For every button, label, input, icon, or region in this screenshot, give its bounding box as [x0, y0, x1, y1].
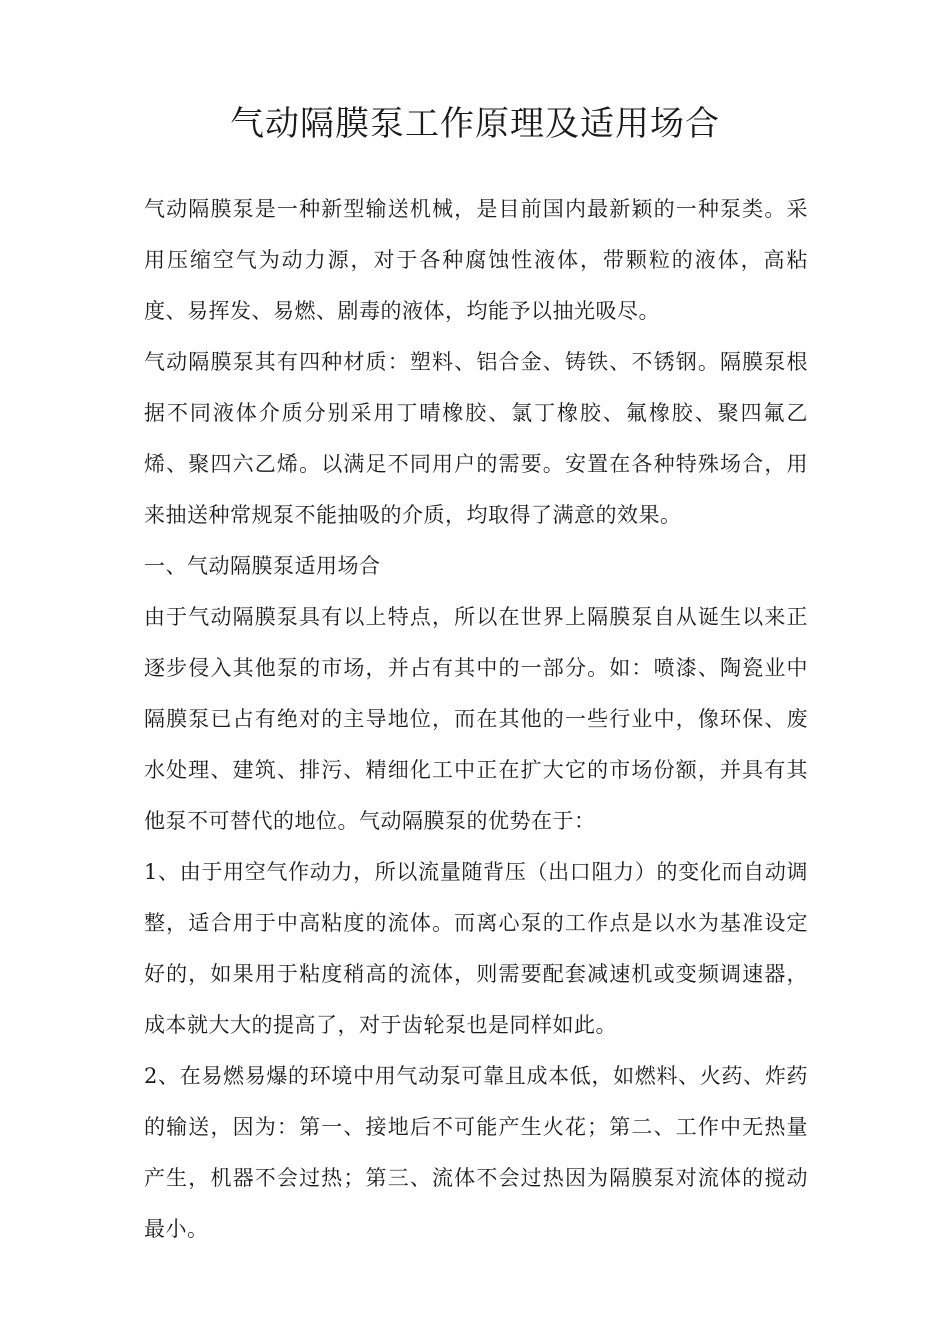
paragraph-applications: 由于气动隔膜泵具有以上特点，所以在世界上隔膜泵自从诞生以来正逐步侵入其他泵的市场，并占有其中的一部分。如：喷漆、陶瓷业中隔膜泵已占有绝对的主导地位，而在其他的一些行业中，像环保、废水处理、建筑、排污、精细化工中正在扩大它的市场份额，并具有其他泵不可替代的地位。气动隔膜泵的优势在于： — [144, 605, 808, 833]
document-body — [144, 184, 808, 1255]
paragraph-intro: 气动隔膜泵是一种新型输送机械，是目前国内最新颖的一种泵类。采用压缩空气为动力源，对于各种腐蚀性液体，带颗粒的液体，高粘度、易挥发、易燃、剧毒的液体，均能予以抽光吸尽。 — [144, 197, 808, 323]
section-heading-applications: 一、气动隔膜泵适用场合 — [144, 554, 381, 578]
paragraph-materials: 气动隔膜泵其有四种材质：塑料、铝合金、铸铁、不锈钢。隔膜泵根据不同液体介质分别采用丁晴橡胶、氯丁橡胶、氟橡胶、聚四氟乙烯、聚四六乙烯。以满足不同用户的需要。安置在各种特殊场合，用来抽送种常规泵不能抽吸的介质，均取得了满意的效果。 — [144, 350, 808, 527]
paragraph-advantage-2: 2、在易燃易爆的环境中用气动泵可靠且成本低，如燃料、火药、炸药的输送，因为：第一、接地后不可能产生火花；第二、工作中无热量产生，机器不会过热；第三、流体不会过热因为隔膜泵对流体的搅动最小。 — [144, 1064, 808, 1241]
paragraph-advantage-1: 1、由于用空气作动力，所以流量随背压（出口阻力）的变化而自动调整，适合用于中高粘度的流体。而离心泵的工作点是以水为基准设定好的，如果用于粘度稍高的流体，则需要配套减速机或变频调速器，成本就大大的提高了，对于齿轮泵也是同样如此。 — [144, 860, 808, 1037]
document-title: 气动隔膜泵工作原理及适用场合 — [230, 104, 720, 144]
